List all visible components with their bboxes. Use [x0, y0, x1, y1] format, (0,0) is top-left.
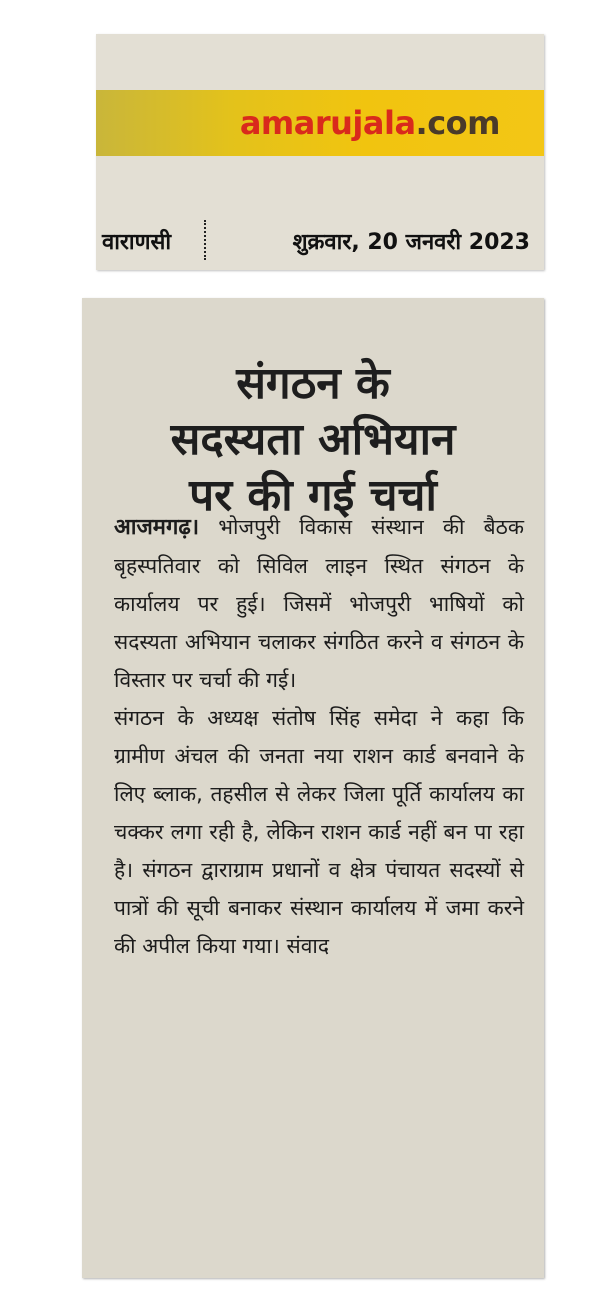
brand-prefix: amarujala	[239, 104, 416, 142]
city-divider	[204, 220, 206, 260]
brand-suffix: .com	[415, 104, 500, 142]
paragraph-1-text: भोजपुरी विकास संस्थान की बैठक बृहस्पतिवार को सिविल लाइन स्थित संगठन के कार्यालय पर हुई। जिसमें भोजपुरी भाषियों को सदस्यता अभियान चलाकर संगठित करने व संगठन के विस्तार पर चर्चा की गई।	[114, 515, 524, 692]
paragraph-1	[114, 508, 524, 699]
paragraph-2: संगठन के अध्यक्ष संतोष सिंह समेदा ने कहा कि ग्रामीण अंचल की जनता नया राशन कार्ड बनवाने के लिए ब्लाक, तहसील से लेकर जिला पूर्ति कार्यालय का चक्कर लगा रही है, लेकिन राशन कार्ड नहीं बन पा रहा है। संगठन द्वाराग्राम प्रधानों व क्षेत्र पंचायत सदस्यों से पात्रों की सूची बनाकर संस्थान कार्यालय में जमा करने की अपील किया गया। संवाद	[114, 706, 524, 958]
city-label: वाराणसी	[102, 230, 172, 255]
masthead-clipping	[96, 34, 544, 270]
article-dateline: आजमगढ़।	[114, 515, 200, 540]
issue-date: शुक्रवार, 20 जनवरी 2023	[292, 230, 530, 255]
brand-logo	[240, 104, 500, 142]
headline-line-3: पर की गई चर्चा	[189, 470, 437, 521]
article-body	[114, 508, 524, 965]
headline	[82, 356, 544, 524]
headline-line-1: संगठन के	[236, 358, 390, 409]
headline-line-2: सदस्यता अभियान	[170, 414, 456, 465]
article-clipping	[82, 298, 544, 1278]
